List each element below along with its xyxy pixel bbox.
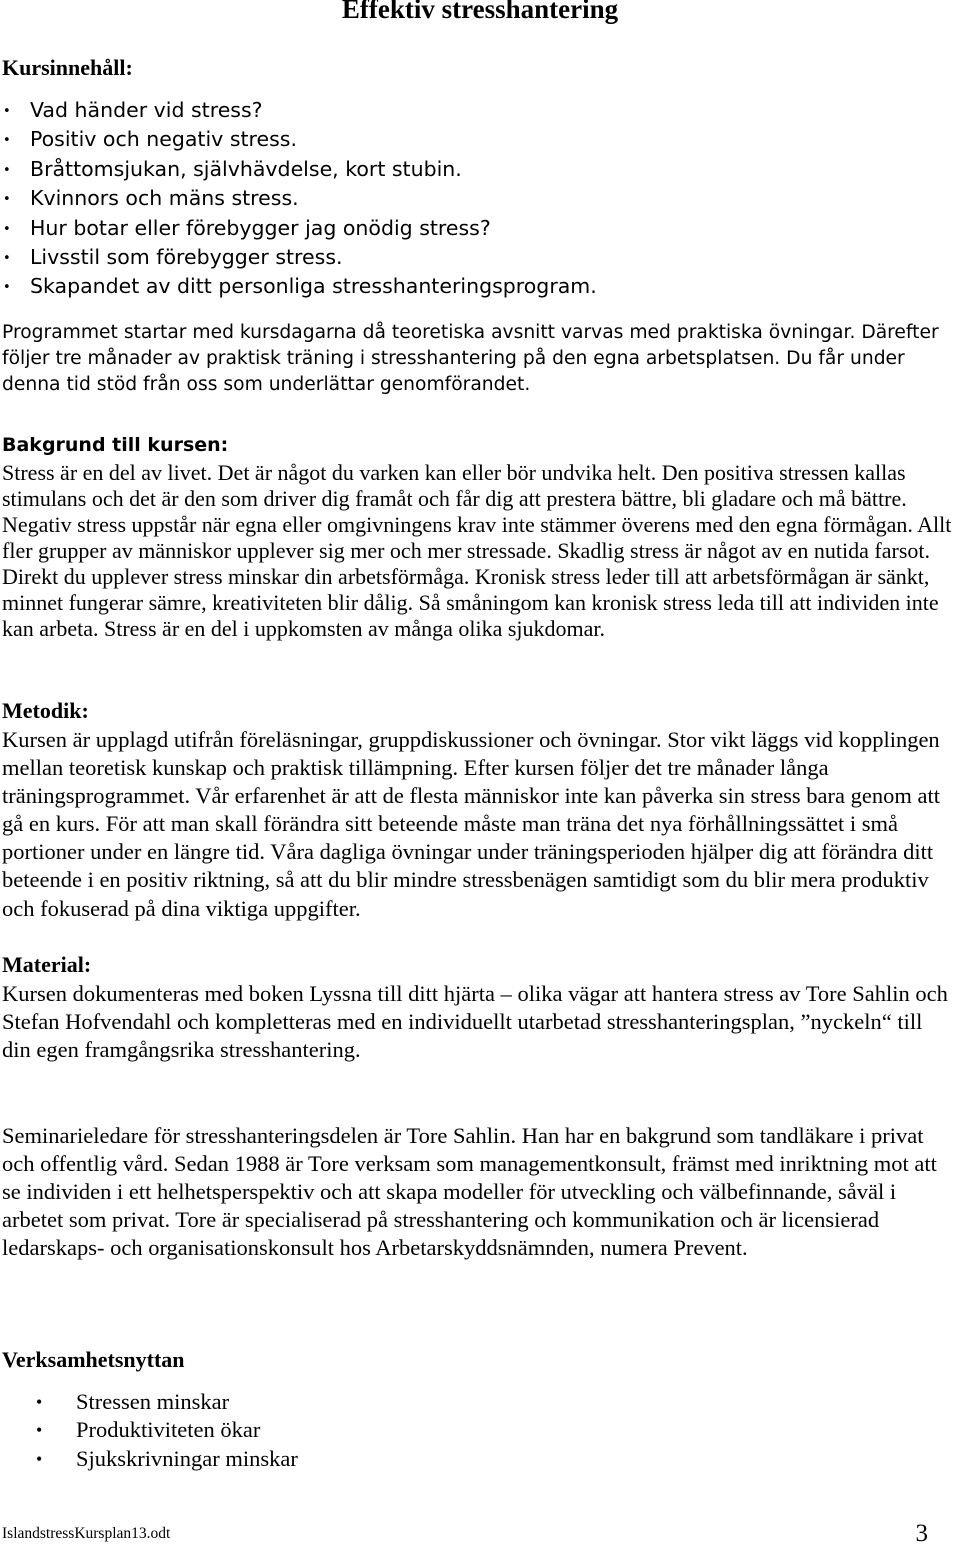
material-heading: Material: — [2, 952, 92, 977]
bullet-icon: • — [3, 280, 11, 296]
list-item-label: Stressen minskar — [76, 1389, 230, 1414]
course-content-list — [0, 97, 597, 303]
method-paragraph: Kursen är upplagd utifrån föreläsningar, gruppdiskussioner och övningar. Stor vikt läggs vid kopplingen mellan teoretisk kunskap och praktisk tillämpning. Efter kursen följer det tre månader långa träningsprogrammet. Vår erfarenhet är att de flesta människor inte kan påverka sin stress bara genom att gå en kurs. För att man skall förändra sitt beteende måste man träna det nya förhållningssättet i små portioner under en längre tid. Våra dagliga övningar under träningsperioden hjälper dig att förändra ditt beteende i en positiv riktning, så att du blir mindre stressbenägen samtidigt som du blir mera produktiv och fokuserad på dina viktiga uppgifter. — [2, 727, 940, 921]
benefits-heading: Verksamhetsnyttan — [2, 1347, 185, 1372]
bullet-icon: • — [36, 1392, 43, 1412]
bullet-icon: • — [3, 133, 11, 149]
list-item — [0, 1446, 298, 1474]
program-paragraph: Programmet startar med kursdagarna då teoretiska avsnitt varvas med praktiska övningar. Därefter följer tre månader av praktisk träning i stresshantering på den egna arbetsplatsen. Du får under denna tid stöd från oss som underlättar genomförandet. — [2, 322, 939, 395]
list-item-label: Vad händer vid stress? — [30, 98, 263, 122]
list-item-label: Bråttomsjukan, självhävdelse, kort stubin. — [30, 156, 462, 181]
list-item — [0, 215, 597, 244]
list-item — [0, 185, 597, 214]
list-item — [0, 156, 597, 185]
list-item-label: Hur botar eller förebygger jag onödig stress? — [30, 215, 491, 240]
bullet-icon: • — [36, 1420, 43, 1441]
bullet-icon: • — [3, 250, 11, 266]
document-title: Effektiv stresshantering — [341, 0, 619, 24]
bullet-icon: • — [3, 162, 11, 178]
benefits-list — [0, 1389, 298, 1474]
background-paragraph: Stress är en del av livet. Det är något du varken kan eller bör undvika helt. Den positiva stressen kallas stimulans och det är den som driver dig framåt och får dig att prestera bättre, bli gladare och må bättre. Negativ stress uppstår när egna eller omgivningens krav inte stämmer överens med den egna förmågan. Allt fler grupper av människor upplever sig mer och mer stressade. Skadlig stress är något av en nutida farsot. Direkt du upplever stress minskar din arbetsförmåga. Kronisk stress leder till att arbetsförmågan är sänkt, minnet fungerar sämre, kreativiteten blir dålig. Så småningom kan kronisk stress leda till att individen inte kan arbeta. Stress är en del i uppkomsten av många olika sjukdomar. — [2, 460, 952, 641]
list-item-label: Produktiviteten ökar — [76, 1417, 261, 1443]
page-number: 3 — [915, 1520, 928, 1547]
list-item-label: Livsstil som förebygger stress. — [30, 244, 343, 269]
bullet-icon: • — [3, 221, 11, 237]
list-item-label: Kvinnors och mäns stress. — [30, 186, 299, 211]
list-item — [0, 1417, 298, 1445]
method-heading: Metodik: — [2, 698, 89, 723]
footer-filename: IslandstressKursplan13.odt — [2, 1525, 171, 1542]
list-item — [0, 273, 597, 302]
bullet-icon: • — [3, 104, 11, 119]
bullet-icon: • — [3, 192, 11, 208]
course-content-heading: Kursinnehåll: — [2, 55, 133, 80]
material-paragraph: Kursen dokumenteras med boken Lyssna till ditt hjärta – olika vägar att hantera stress av Tore Sahlin och Stefan Hofvendahl och kompletteras med en individuellt utarbetad stresshanteringsplan, ”nyckeln“ till din egen framgångsrika stresshantering. — [2, 981, 948, 1063]
list-item-label: Positiv och negativ stress. — [30, 127, 298, 152]
list-item-label: Skapandet av ditt personliga stresshanteringsprogram. — [30, 274, 597, 299]
bullet-icon: • — [36, 1448, 43, 1469]
list-item — [0, 126, 597, 155]
list-item — [0, 244, 597, 273]
list-item — [0, 97, 597, 126]
list-item — [0, 1389, 298, 1417]
background-heading: Bakgrund till kursen: — [2, 434, 229, 456]
list-item-label: Sjukskrivningar minskar — [76, 1445, 298, 1471]
seminar-paragraph: Seminarieledare för stresshanteringsdelen är Tore Sahlin. Han har en bakgrund som tandläkare i privat och offentlig vård. Sedan 1988 är Tore verksam som managementkonsult, främst med inriktning mot att se individen i ett helhetsperspektiv och att skapa modeller för utveckling och välbefinnande, såväl i arbetet som privat. Tore är specialiserad på stresshantering och kommunikation och är licensierad ledarskaps- och organisationskonsult hos Arbetarskyddsnämnden, numera Prevent. — [2, 1123, 937, 1261]
